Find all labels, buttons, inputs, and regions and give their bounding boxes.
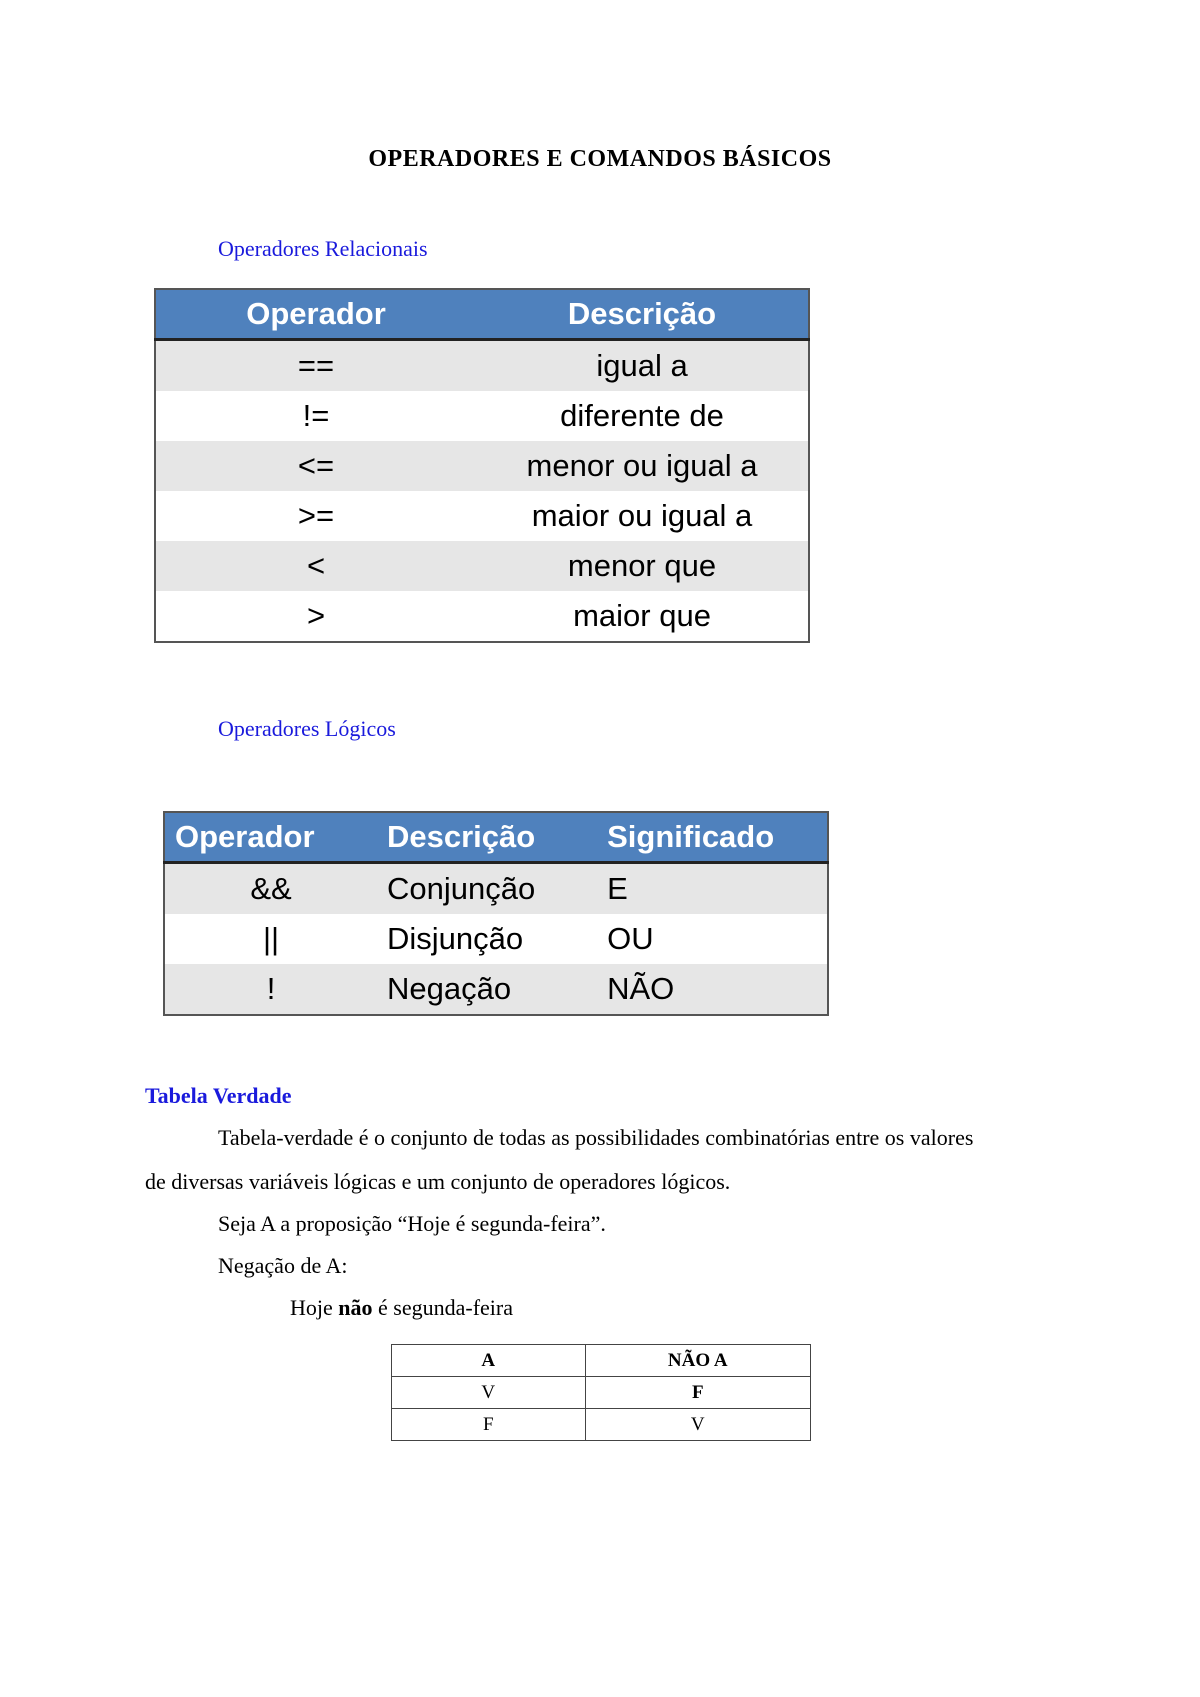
value-nao-a-cell: V xyxy=(585,1409,811,1441)
value-nao-a-cell: F xyxy=(585,1377,811,1409)
description-cell: maior que xyxy=(476,591,809,642)
table-row xyxy=(164,914,828,964)
table-row xyxy=(155,591,809,642)
negation-sentence xyxy=(290,1294,513,1322)
header-nao-a: NÃO A xyxy=(585,1345,811,1377)
description-cell: diferente de xyxy=(476,391,809,441)
logical-operators-table xyxy=(163,811,829,1016)
table-row xyxy=(392,1409,811,1441)
operator-cell: ! xyxy=(164,964,377,1015)
description-cell: igual a xyxy=(476,340,809,392)
operator-cell: == xyxy=(155,340,476,392)
meaning-cell: OU xyxy=(597,914,828,964)
table-row xyxy=(164,964,828,1015)
truth-table-heading: Tabela Verdade xyxy=(145,1083,292,1108)
negation-truth-table xyxy=(391,1344,811,1441)
operator-cell: && xyxy=(164,863,377,915)
description-cell: menor ou igual a xyxy=(476,441,809,491)
description-cell: Disjunção xyxy=(377,914,597,964)
table-row xyxy=(155,340,809,392)
operator-cell: != xyxy=(155,391,476,441)
header-operador: Operador xyxy=(155,289,476,340)
header-descricao: Descrição xyxy=(476,289,809,340)
relational-heading: Operadores Relacionais xyxy=(218,236,428,261)
meaning-cell: E xyxy=(597,863,828,915)
truth-paragraph-line-2: de diversas variáveis lógicas e um conjunto de operadores lógicos. xyxy=(145,1169,731,1194)
operator-cell: > xyxy=(155,591,476,642)
negation-bold-word: não xyxy=(338,1295,373,1320)
table-row xyxy=(155,541,809,591)
value-a-cell: V xyxy=(392,1377,586,1409)
operator-cell: < xyxy=(155,541,476,591)
proposition-text: Seja A a proposição “Hoje é segunda-feira”. xyxy=(218,1211,606,1236)
table-header-row xyxy=(392,1345,811,1377)
description-cell: Conjunção xyxy=(377,863,597,915)
truth-paragraph-line-1: Tabela-verdade é o conjunto de todas as possibilidades combinatórias entre os valores xyxy=(218,1125,974,1150)
table-row xyxy=(155,491,809,541)
value-a-cell: F xyxy=(392,1409,586,1441)
table-row xyxy=(155,391,809,441)
description-cell: menor que xyxy=(476,541,809,591)
operator-cell: || xyxy=(164,914,377,964)
header-descricao: Descrição xyxy=(377,812,597,863)
description-cell: Negação xyxy=(377,964,597,1015)
logical-heading: Operadores Lógicos xyxy=(218,716,396,741)
description-cell: maior ou igual a xyxy=(476,491,809,541)
table-row xyxy=(155,441,809,491)
operator-cell: <= xyxy=(155,441,476,491)
page-title: OPERADORES E COMANDOS BÁSICOS xyxy=(368,146,832,172)
header-operador: Operador xyxy=(164,812,377,863)
relational-operators-table xyxy=(154,288,810,643)
header-a: A xyxy=(392,1345,586,1377)
operator-cell: >= xyxy=(155,491,476,541)
negation-after: é segunda-feira xyxy=(372,1295,513,1320)
negation-label: Negação de A: xyxy=(218,1253,348,1278)
table-row xyxy=(392,1377,811,1409)
header-significado: Significado xyxy=(597,812,828,863)
table-row xyxy=(164,863,828,915)
meaning-cell: NÃO xyxy=(597,964,828,1015)
table-header-row xyxy=(155,289,809,340)
negation-before: Hoje xyxy=(290,1295,339,1320)
table-header-row xyxy=(164,812,828,863)
